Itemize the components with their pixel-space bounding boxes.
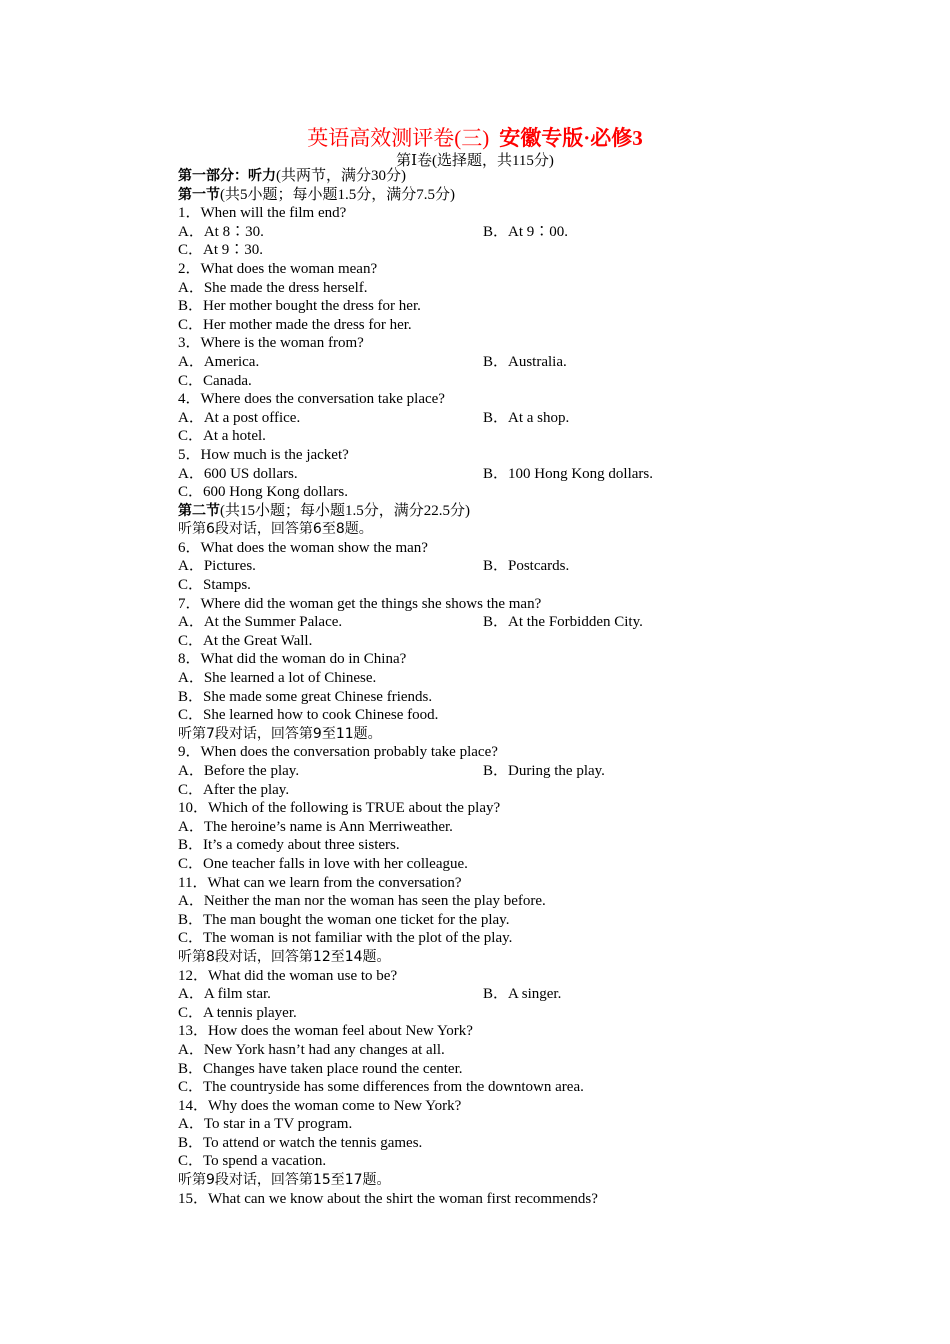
option-a: A．Neither the man nor the woman has seen the play before. bbox=[178, 893, 546, 910]
option-c: C．At a hotel. bbox=[178, 428, 266, 445]
options-row bbox=[178, 557, 778, 576]
option-b: B．To attend or watch the tennis games. bbox=[178, 1134, 423, 1151]
option-b: B．It’s a comedy about three sisters. bbox=[178, 837, 400, 854]
option-a: A．New York hasn’t had any changes at all. bbox=[178, 1041, 445, 1058]
option-c: C．Stamps. bbox=[178, 577, 251, 594]
question-15: 15．What can we know about the shirt the woman first recommends? bbox=[178, 1190, 598, 1207]
option-b: B．At a shop. bbox=[483, 409, 570, 426]
question-2: 2．What does the woman mean? bbox=[178, 260, 378, 277]
options-row bbox=[178, 465, 778, 484]
option-b: B．During the play. bbox=[483, 763, 605, 779]
exam-title-main: 英语高效测评卷(三) bbox=[307, 126, 490, 150]
dialogue-instruction: 听第9段对话，回答第15至17题。 bbox=[178, 1172, 391, 1189]
option-c: C．One teacher falls in love with her colleague. bbox=[178, 855, 468, 872]
question-11: 11．What can we learn from the conversation? bbox=[178, 874, 462, 891]
option-c: C．To spend a vacation. bbox=[178, 1153, 327, 1170]
option-b: B．Changes have taken place round the center. bbox=[178, 1060, 463, 1077]
option-b: B．100 Hong Kong dollars. bbox=[483, 465, 653, 482]
part-heading bbox=[178, 167, 778, 186]
option-c: C．Canada. bbox=[178, 372, 252, 389]
section-heading-detail: (共5小题；每小题1.5分，满分7.5分) bbox=[220, 186, 455, 203]
question-12: 12．What did the woman use to be? bbox=[178, 967, 398, 984]
dialogue-instruction: 听第7段对话，回答第9至11题。 bbox=[178, 725, 382, 742]
option-c: C．At 9∶30. bbox=[178, 242, 264, 259]
section-heading-bold: 第二节 bbox=[178, 502, 220, 519]
question-8: 8．What did the woman do in China? bbox=[178, 651, 407, 668]
question-9: 9．When does the conversation probably take place? bbox=[178, 744, 498, 761]
options-row bbox=[178, 353, 778, 372]
option-b: B．At the Forbidden City. bbox=[483, 614, 643, 631]
exam-title bbox=[0, 122, 950, 152]
paper-subtitle: 第Ⅰ卷(选择题，共115分) bbox=[396, 153, 554, 169]
options-row bbox=[178, 223, 778, 242]
option-c: C．The countryside has some differences from the downtown area. bbox=[178, 1079, 584, 1096]
option-a: A．To star in a TV program. bbox=[178, 1116, 353, 1133]
options-row bbox=[178, 409, 778, 428]
dialogue-instruction: 听第8段对话，回答第12至14题。 bbox=[178, 948, 391, 965]
section-heading bbox=[178, 186, 778, 205]
option-c: C．The woman is not familiar with the plot of the play. bbox=[178, 930, 513, 947]
option-a: A．A film star. bbox=[178, 986, 271, 1003]
question-4: 4．Where does the conversation take place? bbox=[178, 391, 445, 408]
option-b: B．Her mother bought the dress for her. bbox=[178, 298, 421, 315]
option-a: A．600 US dollars. bbox=[178, 465, 298, 482]
option-b: B．Postcards. bbox=[483, 558, 570, 575]
section-heading-bold: 第一节 bbox=[178, 186, 220, 203]
option-c: C．At the Great Wall. bbox=[178, 632, 313, 649]
options-row bbox=[178, 985, 778, 1004]
option-c: C．600 Hong Kong dollars. bbox=[178, 484, 348, 501]
question-14: 14．Why does the woman come to New York? bbox=[178, 1097, 462, 1114]
option-b: B．She made some great Chinese friends. bbox=[178, 688, 433, 705]
part-heading-bold: 第一部分：听力 bbox=[178, 168, 276, 184]
question-5: 5．How much is the jacket? bbox=[178, 446, 349, 463]
options-row bbox=[178, 762, 778, 781]
exam-title-edition: 安徽专版·必修3 bbox=[499, 126, 643, 150]
option-a: A．America. bbox=[178, 353, 260, 370]
option-a: A．She learned a lot of Chinese. bbox=[178, 670, 377, 687]
question-13: 13．How does the woman feel about New York? bbox=[178, 1023, 473, 1040]
option-a: A．At a post office. bbox=[178, 409, 301, 426]
option-c: C．She learned how to cook Chinese food. bbox=[178, 707, 439, 724]
option-b: B．A singer. bbox=[483, 986, 562, 1003]
section-heading bbox=[178, 502, 778, 521]
section-heading-detail: (共15小题；每小题1.5分，满分22.5分) bbox=[220, 502, 470, 519]
question-3: 3．Where is the woman from? bbox=[178, 335, 364, 352]
option-c: C．After the play. bbox=[178, 781, 290, 798]
options-row bbox=[178, 613, 778, 632]
option-a: A．The heroine’s name is Ann Merriweather. bbox=[178, 818, 453, 835]
option-a: A．She made the dress herself. bbox=[178, 279, 368, 296]
listening-section bbox=[178, 167, 778, 1208]
question-10: 10．Which of the following is TRUE about the play? bbox=[178, 800, 501, 817]
option-a: A．Before the play. bbox=[178, 763, 300, 779]
option-b: B．The man bought the woman one ticket for the play. bbox=[178, 911, 510, 928]
question-1: 1．When will the film end? bbox=[178, 205, 347, 222]
option-a: A．At 8∶30. bbox=[178, 223, 264, 240]
dialogue-instruction: 听第6段对话，回答第6至8题。 bbox=[178, 521, 373, 538]
question-7: 7．Where did the woman get the things she shows the man? bbox=[178, 595, 542, 612]
option-c: C．A tennis player. bbox=[178, 1004, 297, 1021]
option-a: A．At the Summer Palace. bbox=[178, 614, 343, 631]
part-heading-detail: (共两节，满分30分) bbox=[276, 168, 406, 184]
option-c: C．Her mother made the dress for her. bbox=[178, 316, 412, 333]
question-6: 6．What does the woman show the man? bbox=[178, 539, 428, 556]
option-a: A．Pictures. bbox=[178, 558, 256, 575]
option-b: B．Australia. bbox=[483, 353, 567, 370]
option-b: B．At 9∶00. bbox=[483, 223, 569, 240]
